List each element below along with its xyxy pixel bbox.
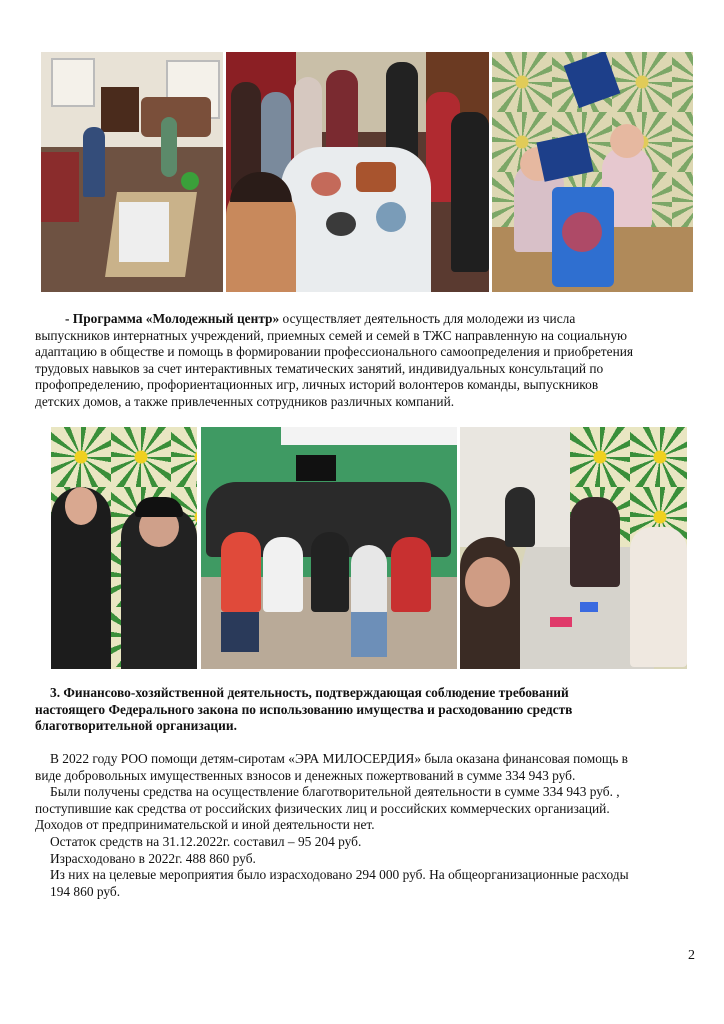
youth-line-5: профопределению, профориентационных игр, личных историй волонтеров команды, выпускников <box>35 377 599 393</box>
finance-line-8: Из них на целевые мероприятия было израсходовано 294 000 руб. На общеорганизационные расходы <box>50 867 629 883</box>
section3-heading-line-3: благотворительной организации. <box>35 718 237 734</box>
finance-line-6: Остаток средств на 31.12.2022г. составил – 95 204 руб. <box>50 833 362 849</box>
photo-children-with-gifts <box>492 52 693 292</box>
section3-heading <box>35 685 572 735</box>
section3-heading-line-2: настоящего Федерального закона по использованию имущества и расходованию средств <box>35 701 573 717</box>
youth-line-2: выпускников интернатных учреждений, приемных семей и семей в ТЖС направленную на социальную <box>35 327 628 343</box>
youth-line-4: трудовых навыков за счет интерактивных тематических занятий, индивидуальных консультаций по <box>35 360 604 376</box>
youth-line-3: адаптацию в обществе и помощь в формировании профессионального самоопределения и приобретения <box>35 344 634 360</box>
photo-children-living-room <box>41 52 223 292</box>
photo-makeup-session <box>51 427 197 669</box>
youth-program-paragraph <box>35 311 633 411</box>
finance-line-5: Доходов от предпринимательской и иной деятельности нет. <box>35 817 375 833</box>
finance-paragraph <box>35 751 629 900</box>
photo-workshop-table <box>460 427 687 669</box>
finance-line-4: поступившие как средства от российских физических лиц и российских коммерческих организаций. <box>35 800 610 816</box>
youth-line-1: - Программа «Молодежный центр» осуществляет деятельность для молодежи из числа <box>65 311 576 326</box>
finance-line-7: Израсходовано в 2022г. 488 860 руб. <box>50 850 256 866</box>
section3-heading-line-1: 3. Финансово-хозяйственной деятельность, подтверждающая соблюдение требований <box>50 685 569 700</box>
finance-line-9: 194 860 руб. <box>50 883 121 899</box>
finance-line-1: В 2022 году РОО помощи детям-сиротам «ЭРА МИЛОСЕРДИЯ» была оказана финансовая помощь в <box>50 751 628 766</box>
photo-group-green-room <box>201 427 457 669</box>
youth-line-6: детских домов, а также привлеченных сотрудников различных компаний. <box>35 393 455 409</box>
finance-line-2: виде добровольных имущественных взносов и денежных пожертвований в сумме 334 943 руб. <box>35 767 576 783</box>
finance-line-3: Были получены средства на осуществление благотворительной деятельности в сумме 334 943 руб. , <box>50 784 620 800</box>
page-number: 2 <box>688 948 695 963</box>
photo-tea-party-table <box>226 52 489 292</box>
